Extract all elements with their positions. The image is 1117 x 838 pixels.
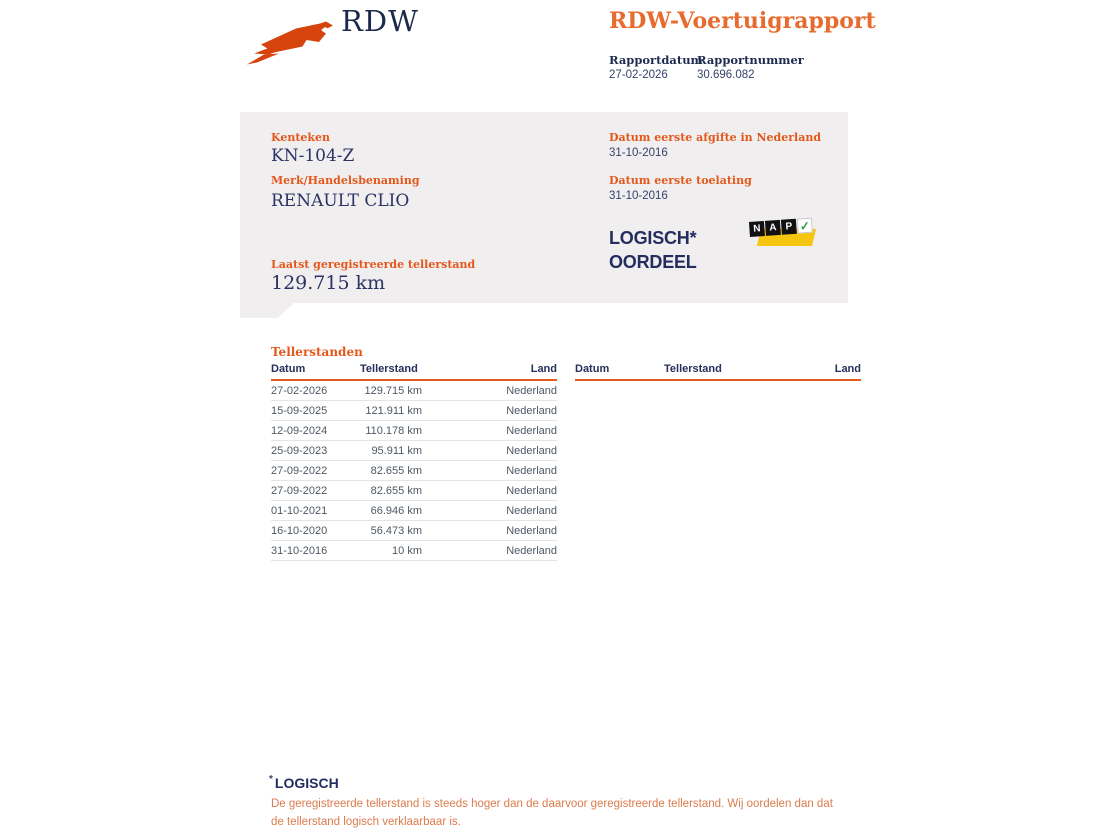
row-date: 16-10-2020 [271, 521, 360, 541]
row-odometer: 95.911 km [360, 441, 422, 461]
column-header-date: Datum [575, 361, 664, 380]
section-title-tellerstanden: Tellerstanden [271, 345, 363, 359]
meter-readings-table-overflow [575, 361, 861, 381]
row-country: Nederland [422, 541, 557, 561]
row-odometer: 82.655 km [360, 481, 422, 501]
table-row [271, 421, 557, 441]
row-date: 01-10-2021 [271, 501, 360, 521]
footnote-explanation: De geregistreerde tellerstand is steeds hoger dan de daarvoor geregistreerde tellerstand. Wij oordelen dan dat de tellerstand logisch verklaarbaar is. [271, 798, 833, 828]
license-plate-value: KN-104-Z [271, 146, 355, 166]
row-country: Nederland [422, 380, 557, 401]
report-date-value: 27-02-2026 [609, 69, 668, 81]
column-header-country: Land [422, 361, 557, 380]
nap-checkmark-icon: ✓ [797, 218, 813, 234]
row-odometer: 56.473 km [360, 521, 422, 541]
footnote-title-text: LOGISCH [274, 775, 339, 791]
row-date: 27-02-2026 [271, 380, 360, 401]
first-admission-value: 31-10-2016 [609, 190, 668, 202]
row-date: 27-09-2022 [271, 481, 360, 501]
row-date: 15-09-2025 [271, 401, 360, 421]
last-odometer-value: 129.715 km [271, 272, 386, 294]
rdw-wing-logo-icon [246, 18, 334, 70]
make-model-value: RENAULT CLIO [271, 191, 410, 211]
rdw-logo-text: RDW [341, 4, 419, 38]
row-odometer: 110.178 km [360, 421, 422, 441]
report-date-label: Rapportdatum [609, 53, 703, 67]
vehicle-summary-panel [240, 112, 848, 303]
row-country: Nederland [422, 501, 557, 521]
row-country: Nederland [422, 401, 557, 421]
table-row [271, 541, 557, 561]
column-header-odometer: Tellerstand [664, 361, 726, 380]
table-row [271, 501, 557, 521]
first-admission-label: Datum eerste toelating [609, 174, 752, 187]
row-date: 31-10-2016 [271, 541, 360, 561]
row-country: Nederland [422, 521, 557, 541]
nap-logo [750, 220, 816, 256]
column-header-country: Land [726, 361, 861, 380]
last-odometer-label: Laatst geregistreerde tellerstand [271, 258, 476, 271]
table-row [271, 481, 557, 501]
first-issue-nl-value: 31-10-2016 [609, 147, 668, 159]
license-plate-label: Kenteken [271, 131, 331, 144]
table-row [271, 401, 557, 421]
row-country: Nederland [422, 421, 557, 441]
table-row [271, 521, 557, 541]
table-row [271, 380, 557, 401]
table-header-row [575, 361, 861, 380]
nap-letter-a: A [765, 220, 781, 236]
nap-letter-p: P [781, 219, 797, 235]
nap-letter-n: N [749, 221, 765, 237]
meter-readings-table [271, 361, 557, 561]
row-date: 27-09-2022 [271, 461, 360, 481]
column-header-odometer: Tellerstand [360, 361, 422, 380]
report-number-label: Rapportnummer [697, 53, 804, 67]
row-odometer: 66.946 km [360, 501, 422, 521]
row-odometer: 10 km [360, 541, 422, 561]
row-odometer: 82.655 km [360, 461, 422, 481]
row-country: Nederland [422, 461, 557, 481]
row-country: Nederland [422, 481, 557, 501]
first-issue-nl-label: Datum eerste afgifte in Nederland [609, 131, 822, 144]
footnote-title [269, 774, 339, 791]
row-date: 12-09-2024 [271, 421, 360, 441]
row-date: 25-09-2023 [271, 441, 360, 461]
row-odometer: 129.715 km [360, 380, 422, 401]
report-number-value: 30.696.082 [697, 69, 755, 81]
make-model-label: Merk/Handelsbenaming [271, 174, 420, 187]
verdict-text [609, 226, 697, 274]
verdict-line2: OORDEEL [609, 252, 697, 272]
asterisk-marker: * [269, 774, 273, 785]
row-country: Nederland [422, 441, 557, 461]
table-row [271, 441, 557, 461]
column-header-date: Datum [271, 361, 360, 380]
table-row [271, 461, 557, 481]
page-title: RDW-Voertuigrapport [609, 8, 876, 34]
row-odometer: 121.911 km [360, 401, 422, 421]
table-header-row [271, 361, 557, 380]
verdict-line1: LOGISCH* [609, 228, 697, 248]
meter-readings-body [271, 380, 557, 561]
panel-corner-tab [240, 303, 294, 318]
